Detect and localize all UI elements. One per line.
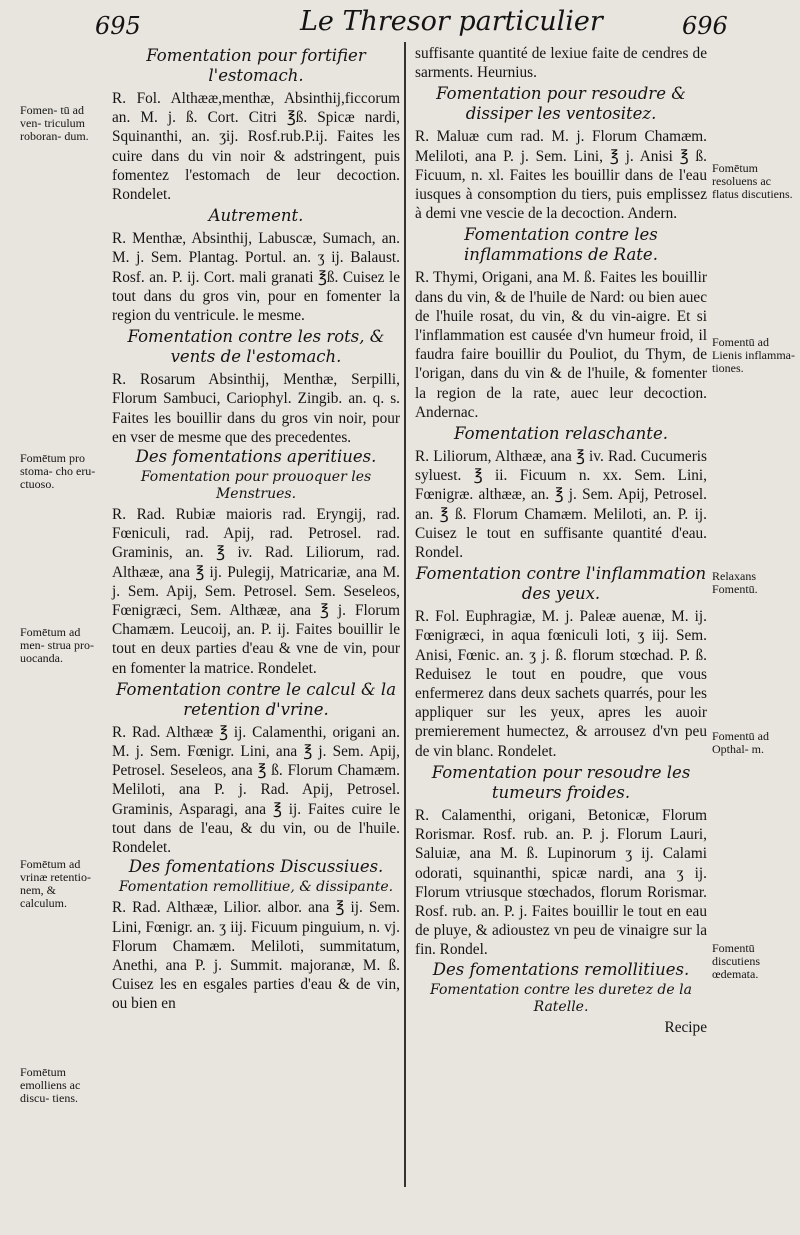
margin-note: Fomētum pro stoma- cho eru- ctuoso.: [20, 451, 96, 491]
recipe-text: R. Fol. Euphragiæ, M. j. Paleæ auenæ, M. ij. Fœnigræci, in aqua fœniculi loti, ʒ iij. Sem. Anisi, Fœnic. an. ʒ j. ß. florum stœchad. P. ß. Reduisez le tout en poudre, que vous enfermerez dans deux sachets quarrés, pour les appliquer sur les yeux, apres les auoir premierement humectez, & arrousez d'vn peu de vin blanc. Rondelet.: [415, 608, 707, 760]
left-column: [112, 44, 400, 1014]
margin-note: Fomentū discutiens œdemata.: [712, 941, 760, 981]
recipe-title: Fomentation contre le calcul & la retention d'vrine.: [115, 679, 397, 719]
recipe-title: Fomentation remollitiue, & dissipante.: [118, 879, 394, 896]
right-column: [415, 44, 707, 1037]
recipe-text: R. Rad. Althææ, Lilior. albor. ana ℥ ij. Sem. Lini, Fœnigr. an. ʒ iij. Ficuum pinguium, n. vj. Florum Chamæm. Meliloti, summitatum, Anethi, ana P. j. Summit. majoranæ, M. ß. Cuisez les en esgales parties d'eau & de vin, ou bien en: [112, 899, 400, 1013]
section-heading: Des fomentations Discussiues.: [128, 857, 384, 877]
recipe-text: R. Maluæ cum rad. M. j. Florum Chamæm. Meliloti, ana P. j. Sem. Lini, ℥ j. Anisi ℥ ß. Ficuum, n. xl. Faites les bouillir dans de l'eau iusques à consomption du tiers, puis emplissez à demi vne vescie de la decoction. Andern.: [415, 128, 707, 223]
recipe-title: Fomentation pour fortifier l'estomach.: [146, 46, 366, 85]
recipe-text: R. Fol. Althææ,menthæ, Absinthij,ficcorum an. M. j. ß. Cort. Citri ℥ß. Spicæ nardi, Squinanthi, an. ʒij. Rosf.rub.P.ij. Faites les cuire dans du vin noir & adstringent, puis fomentez l'estomach de leur decoction. Rondelet.: [112, 90, 400, 204]
recipe-text: suffisante quantité de lexiue faite de cendres de sarments. Heurnius.: [415, 45, 707, 82]
right-page-number: 696: [682, 12, 728, 40]
recipe-title: Fomentation pour resoudre & dissiper les ventositez.: [436, 84, 686, 124]
margin-note: Fomen- tū ad ven- triculum roboran- dum.: [20, 103, 89, 143]
recipe-text: R. Liliorum, Althææ, ana ℥ iv. Rad. Cucumeris syluest. ℥ ii. Ficuum n. xx. Sem. Lini, Fœnigræ. althææ, an. ℥ j. Sem. Apij, Petrosel. an. ℥ ß. Florum Chamæm. Meliloti, an. P. ij. Cuisez le tout en suffisante quantité d'eau. Rondel.: [415, 448, 707, 562]
recipe-text: R. Calamenthi, origani, Betonicæ, Florum Rorismar. Rosf. rub. an. P. j. Florum Lauri, Saluiæ, ana M. ß. Lupinorum ʒ ij. Calami odorati, squinanthi, spicæ nardi, ana ʒ ij. Florum vtriusque stœchados, florum Rorismar. Rosf. rub. an. P. j. Faites bouillir le tout en eau de pluye, & adioustez vn peu de vinaigre sur la fin. Rondel.: [415, 806, 707, 959]
recipe-text: R. Rosarum Absinthij, Menthæ, Serpilli, Florum Sambuci, Cariophyl. Zingib. an. q. s. Faites les bouillir dans du gros vin noir, pour en vser de mesme que des precedentes.: [112, 371, 400, 446]
catchword: Recipe: [664, 1018, 707, 1036]
margin-note: Fomētum emolliens ac discu- tiens.: [20, 1065, 81, 1105]
recipe-title: Fomentation contre les rots, & vents de l'estomach.: [127, 327, 385, 367]
recipe-title: Fomentation pour prouoquer les Menstrues.: [140, 469, 372, 503]
left-page-number: 695: [95, 12, 141, 40]
recipe-title: Autrement.: [208, 206, 304, 226]
margin-note: Fomentū ad Lienis inflamma- tiones.: [712, 335, 795, 375]
column-divider: [404, 42, 406, 1187]
recipe-title: Fomentation pour resoudre les tumeurs froides.: [431, 762, 691, 802]
running-title: Le Thresor particulier: [300, 6, 603, 37]
margin-note: Fomētum ad men- strua pro- uocanda.: [20, 625, 94, 665]
recipe-text: R. Rad. Althææ ℥ ij. Calamenthi, origani an. M. j. Sem. Fœnigr. Lini, ana ℥ j. Sem. Apij, Petrosel. Seseleos, ana ℥ ß. Florum Chamæm. Meliloti, ana P. j. Rad. Apij, Petrosel. Graminis, Asparagi, ana ℥ ij. Faites cuire le tout dans de l'eau, & du vin, ou de l'huile. Rondelet.: [112, 723, 400, 857]
recipe-title: Fomentation contre les duretez de la Ratelle.: [430, 981, 692, 1015]
recipe-text: R. Menthæ, Absinthij, Labuscæ, Sumach, an. M. j. Sem. Plantag. Portul. an. ʒ ij. Balaust. Rosf. an. P. ij. Cort. mali granati ℥ß. Cuisez le tout dans du gros vin, pour en fomenter la region du ventricule. le mesme.: [112, 230, 400, 325]
margin-note: Relaxans Fomentū.: [712, 569, 758, 596]
recipe-text: R. Thymi, Origani, ana M. ß. Faites les bouillir dans du vin, & de l'huile de Nard: ou bien auec de l'huile rosat, du vin, & du vin-aigre. Et si l'inflammation est causée d'vn humeur froid, il faudra faire bouillir du Pouliot, du Thym, de l'origan, dans du vin & de l'huile, & fomenter la region de la rate, auec leur decoction. Andernac.: [415, 269, 707, 421]
margin-note: Fomētum ad vrinæ retentio- nem, & calculum.: [20, 857, 91, 910]
recipe-title: Fomentation contre les inflammations de Rate.: [464, 225, 658, 265]
page-header: [0, 4, 800, 38]
recipe-title: Fomentation contre l'inflammation des yeux.: [415, 564, 707, 604]
margin-note: Fomentū ad Opthal- m.: [712, 729, 769, 756]
recipe-title: Fomentation relaschante.: [454, 424, 668, 444]
recipe-text: R. Rad. Rubiæ maioris rad. Eryngij, rad. Fœniculi, rad. Apij, rad. Petrosel. rad. Graminis, an. ℥ iv. Rad. Liliorum, rad. Althææ, ana ℥ ij. Pulegij, Matricariæ, ana M. j. Sem. Apij, Sem. Petrosel. Sem. Seseleos, Fœnigræci, Sem. Althææ, ana ℥ j. Florum Chamæm. Leucoij, an. P. ij. Faites bouillir le tout en deux parties d'eau & vne de vin, pour en fomenter la matrice. Rondelet.: [112, 506, 400, 677]
section-heading: Des fomentations aperitiues.: [135, 447, 377, 467]
section-heading: Des fomentations remollitiues.: [432, 959, 690, 979]
margin-note: Fomētum resoluens ac flatus discutiens.: [712, 161, 793, 201]
